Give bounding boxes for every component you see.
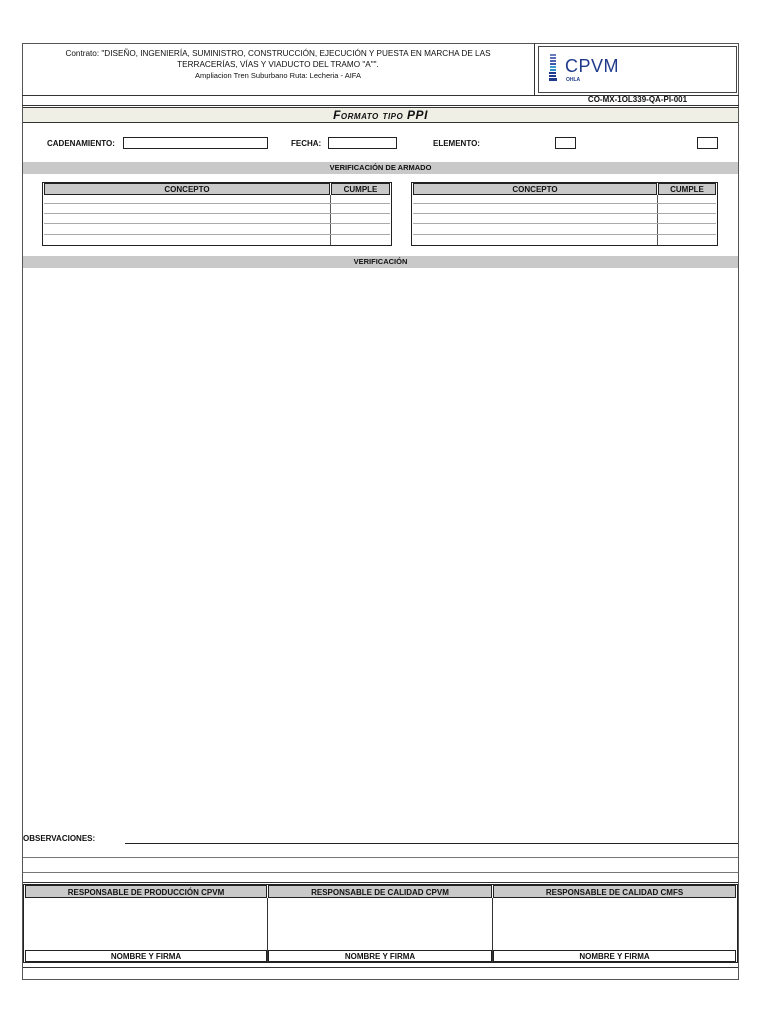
cpvm-logo-mark-icon <box>548 53 562 83</box>
fecha-input[interactable] <box>328 137 397 149</box>
contract-line-2: TERRACERÍAS, VÍAS Y VIADUCTO DEL TRAMO "A"". <box>177 60 379 69</box>
cadenamiento-label: CADENAMIENTO: <box>47 139 115 148</box>
right-row-3 <box>413 223 716 224</box>
right-concepto-header: CONCEPTO <box>413 183 657 195</box>
observaciones-line[interactable] <box>125 843 738 844</box>
contract-line-3: Ampliacion Tren Suburbano Ruta: Lecheria - AIFA <box>195 71 361 80</box>
right-cumple-header: CUMPLE <box>658 183 716 195</box>
document-code: CO-MX-1OL339-QA-PI-001 <box>587 95 688 104</box>
signature-header-3: RESPONSABLE DE CALIDAD CMFS <box>493 885 736 898</box>
signature-area-3[interactable] <box>493 899 736 949</box>
code-bottom-rule <box>22 105 739 106</box>
signature-header-1: RESPONSABLE DE PRODUCCIÓN CPVM <box>25 885 267 898</box>
header-divider <box>534 43 535 95</box>
observaciones-line-3[interactable] <box>23 872 738 873</box>
contract-line-1: Contrato: "DISEÑO, INGENIERÍA, SUMINISTRO, CONSTRUCCIÓN, EJECUCIÓN Y PUESTA EN MARCHA DE LAS <box>65 49 491 58</box>
elemento-checkbox-2[interactable] <box>697 137 718 149</box>
logo-subtext: OHLA <box>566 77 581 83</box>
right-row-4 <box>413 234 716 235</box>
footer-rule <box>23 967 738 968</box>
header-contract <box>23 48 533 81</box>
signature-area-2[interactable] <box>268 899 492 949</box>
verification-area[interactable] <box>23 269 738 824</box>
logo-text: CPVM <box>565 56 620 76</box>
left-row-2 <box>44 213 390 214</box>
section-verificacion-label: VERIFICACIÓN <box>353 257 408 266</box>
left-row-3 <box>44 223 390 224</box>
observaciones-label: OBSERVACIONES: <box>23 834 96 843</box>
signature-name-2: NOMBRE Y FIRMA <box>268 950 492 962</box>
signature-header-2: RESPONSABLE DE CALIDAD CPVM <box>268 885 492 898</box>
section-verificacion-armado-label: VERIFICACIÓN DE ARMADO <box>329 163 432 172</box>
left-cumple-header: CUMPLE <box>331 183 390 195</box>
section-verificacion-armado <box>23 162 738 174</box>
signature-area-1[interactable] <box>25 899 267 949</box>
observaciones-line-4 <box>23 882 738 883</box>
signature-name-1: NOMBRE Y FIRMA <box>25 950 267 962</box>
section-verificacion <box>23 256 738 268</box>
signature-name-3: NOMBRE Y FIRMA <box>493 950 736 962</box>
cadenamiento-input[interactable] <box>123 137 268 149</box>
elemento-checkbox-1[interactable] <box>555 137 576 149</box>
elemento-label: ELEMENTO: <box>433 139 480 148</box>
cpvm-logo <box>548 53 628 87</box>
observaciones-line-2[interactable] <box>23 857 738 858</box>
fecha-label: FECHA: <box>291 139 322 148</box>
right-row-2 <box>413 213 716 214</box>
right-row-1 <box>413 203 716 204</box>
left-row-1 <box>44 203 390 204</box>
left-row-4 <box>44 234 390 235</box>
form-title: Formato tipo PPI <box>333 108 428 122</box>
left-concepto-header: CONCEPTO <box>44 183 330 195</box>
